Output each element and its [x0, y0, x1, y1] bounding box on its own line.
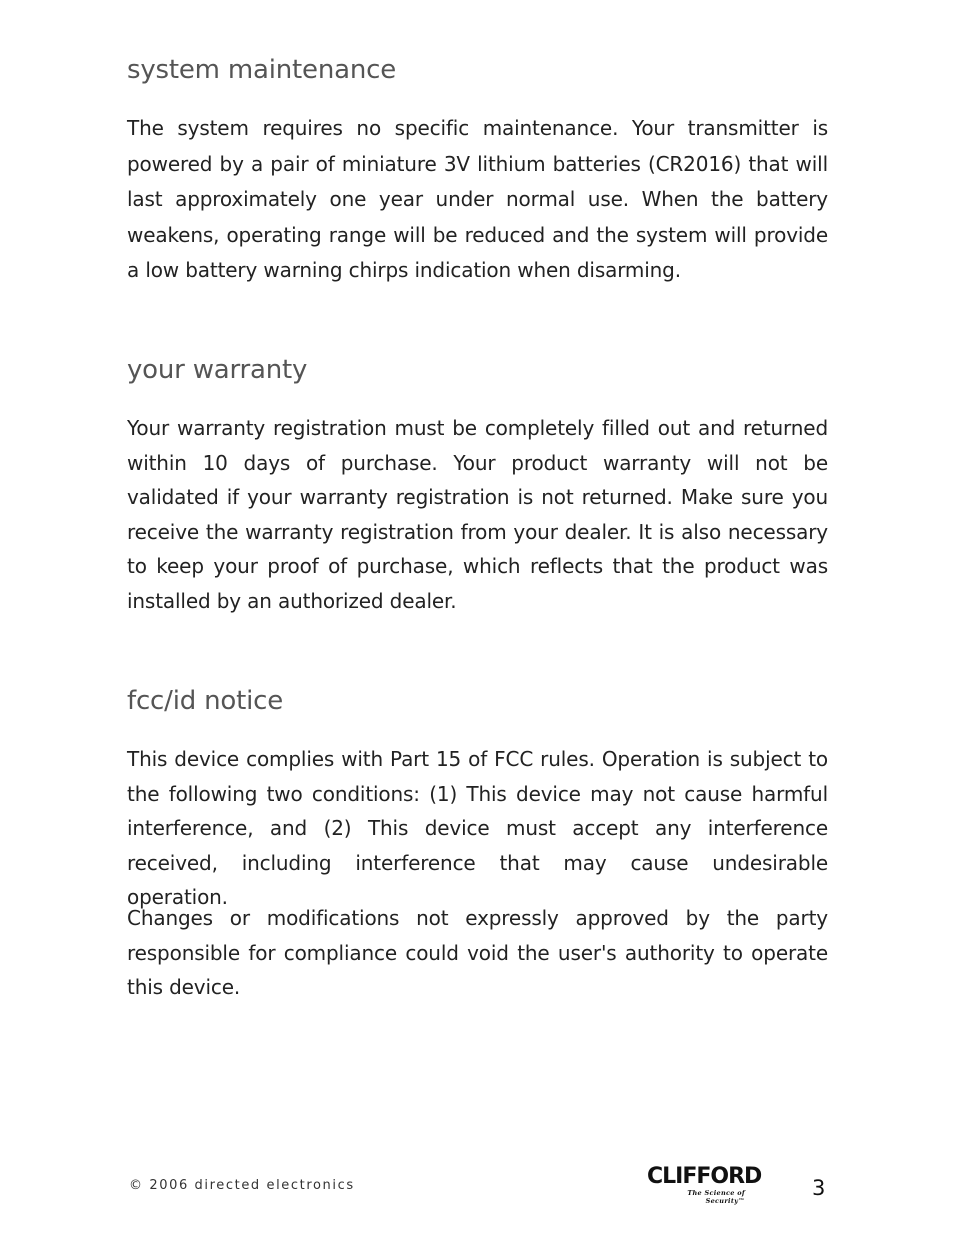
section-heading-warranty: your warranty [127, 355, 308, 385]
copyright-text: © 2006 directed electronics [129, 1178, 355, 1193]
logo-wordmark: CLIFFORD [647, 1164, 762, 1189]
section-heading-maintenance: system maintenance [127, 55, 396, 85]
clifford-logo [647, 1164, 762, 1205]
paragraph-fcc-modifications: Changes or modifications not expressly approved by the party responsible for compliance could void the user's authority to operate this device. [127, 906, 828, 1000]
paragraph-maintenance: The system requires no specific maintenance. Your transmitter is powered by a pair of miniature 3V lithium batteries (CR2016) that will last approximately one year under normal use. When the battery weakens, operating range will be reduced and the system will provide a low battery warning chirps indication when disarming. [127, 116, 828, 282]
paragraph-warranty: Your warranty registration must be completely filled out and returned within 10 days of purchase. Your product warranty will not be validated if your warranty registration is not returned. Make sure you receive the warranty registration from your dealer. It is also necessary to keep your proof of purchase, which reflects that the product was installed by an authorized dealer. [127, 416, 828, 613]
page-number: 3 [812, 1176, 826, 1200]
section-heading-fcc: fcc/id notice [127, 686, 283, 716]
logo-tagline: The Science of Security™ [687, 1189, 745, 1205]
paragraph-fcc-compliance: This device complies with Part 15 of FCC rules. Operation is subject to the following two conditions: (1) This device may not cause harmful interference, and (2) This device must accept any interference received, including interference that may cause undesirable operation. [127, 747, 828, 910]
